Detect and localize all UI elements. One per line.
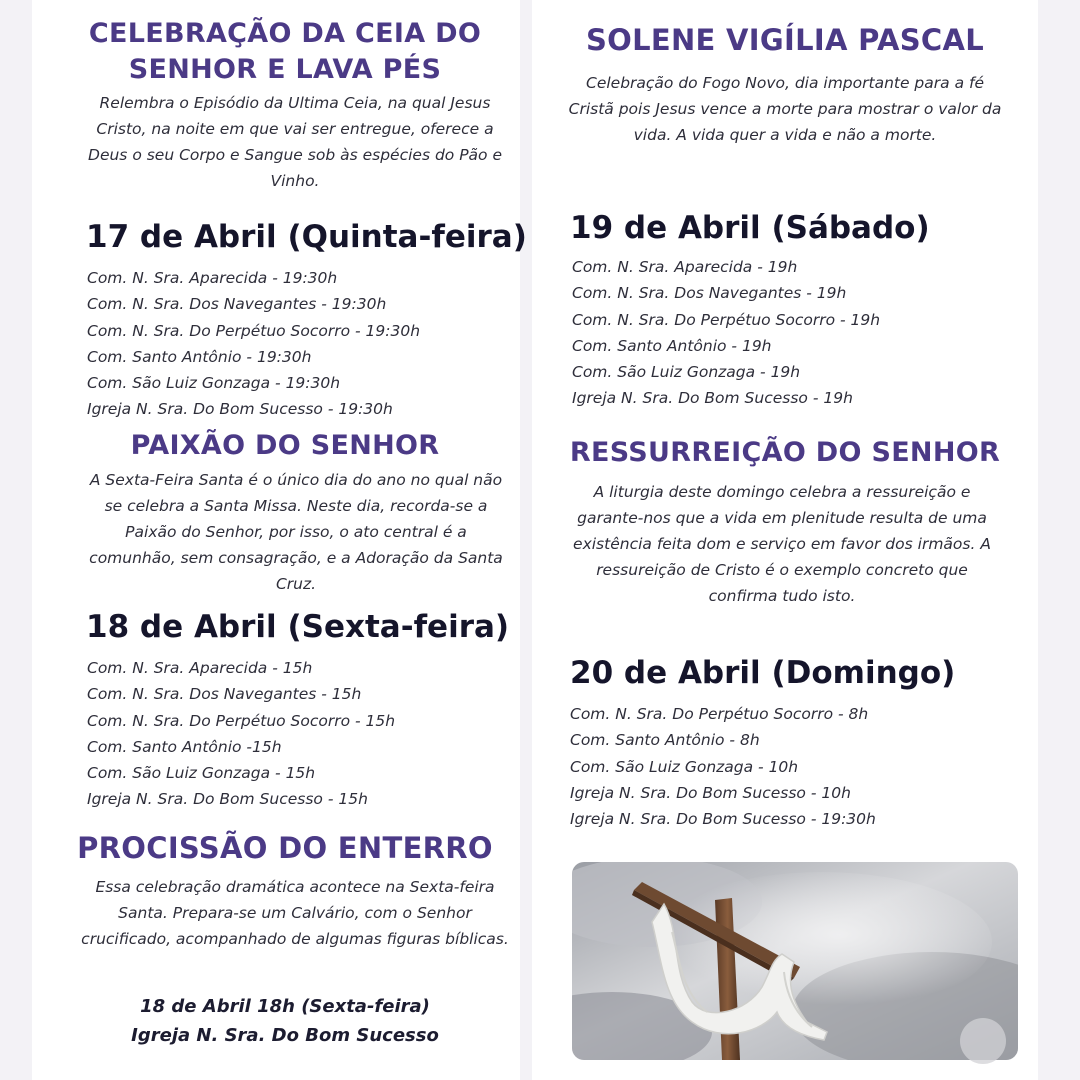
watermark-badge — [960, 1018, 1006, 1064]
cross-photo — [572, 862, 1018, 1060]
ceia-description: Relembra o Episódio da Ultima Ceia, na qual Jesus Cristo, na noite em que vai ser entregue, oferece a Deus o seu Corpo e Sangue sob às espécies do Pão e Vinho. — [88, 94, 502, 190]
sunday-date: 20 de Abril (Domingo) — [570, 655, 956, 691]
procissao-description: Essa celebração dramática acontece na Sexta-feira Santa. Prepara-se um Calvário, com o Senhor crucificado, acompanhado de algumas figuras bíblicas. — [81, 878, 509, 948]
schedule-item: Com. N. Sra. Do Perpétuo Socorro - 19h — [572, 310, 881, 329]
schedule-item: Com. Santo Antônio -15h — [87, 737, 282, 756]
sunday-schedule — [570, 701, 876, 832]
schedule-item: Com. N. Sra. Do Perpétuo Socorro - 19:30h — [87, 321, 421, 340]
schedule-item: Com. N. Sra. Dos Navegantes - 19h — [572, 284, 847, 303]
paixao-title: PAIXÃO DO SENHOR — [130, 430, 440, 461]
schedule-item: Com. N. Sra. Aparecida - 19h — [572, 258, 798, 276]
ceia-title-line2: SENHOR E LAVA PÉS — [128, 54, 442, 85]
schedule-item: Com. São Luiz Gonzaga - 19:30h — [87, 374, 341, 393]
ceia-title — [60, 16, 510, 88]
procissao-when: 18 de Abril 18h (Sexta-feira) — [140, 996, 430, 1017]
schedule-item: Igreja N. Sra. Do Bom Sucesso - 19:30h — [87, 400, 393, 419]
schedule-item: Com. N. Sra. Do Perpétuo Socorro - 15h — [87, 711, 396, 730]
saturday-date: 19 de Abril (Sábado) — [570, 210, 930, 246]
schedule-item: Igreja N. Sra. Do Bom Sucesso - 15h — [87, 790, 368, 809]
procissao-title: PROCISSÃO DO ENTERRO — [77, 831, 493, 865]
schedule-item: Com. São Luiz Gonzaga - 15h — [87, 764, 316, 783]
schedule-item: Com. Santo Antônio - 8h — [570, 731, 760, 750]
schedule-item: Com. Santo Antônio - 19h — [572, 336, 772, 355]
schedule-item: Com. N. Sra. Dos Navegantes - 19:30h — [87, 295, 387, 314]
cross-with-shroud-icon — [572, 862, 1018, 1060]
thursday-date: 17 de Abril (Quinta-feira) — [86, 219, 527, 255]
schedule-item: Com. N. Sra. Aparecida - 15h — [87, 659, 313, 677]
ressurreicao-description: A liturgia deste domingo celebra a ressureição e garante-nos que a vida em plenitude resulta de uma existência feita dom e serviço em favor dos irmãos. A ressureição de Cristo é o exemplo concreto que confirma tudo isto. — [573, 483, 991, 605]
schedule-item: Com. São Luiz Gonzaga - 19h — [572, 363, 801, 382]
schedule-item: Igreja N. Sra. Do Bom Sucesso - 10h — [570, 783, 851, 802]
saturday-schedule — [572, 254, 880, 412]
schedule-item: Com. Santo Antônio - 19:30h — [87, 347, 312, 366]
vigilia-description: Celebração do Fogo Novo, dia importante para a fé Cristã pois Jesus vence a morte para mostrar o valor da vida. A vida quer a vida e não a morte. — [568, 74, 1002, 144]
schedule-item: Com. N. Sra. Do Perpétuo Socorro - 8h — [570, 705, 869, 723]
thursday-schedule — [87, 265, 420, 423]
schedule-item: Com. N. Sra. Aparecida - 19:30h — [87, 269, 338, 287]
ceia-title-line1: CELEBRAÇÃO DA CEIA DO — [88, 18, 482, 49]
schedule-item: Com. São Luiz Gonzaga - 10h — [570, 757, 799, 776]
friday-date: 18 de Abril (Sexta-feira) — [86, 609, 510, 645]
schedule-item: Com. N. Sra. Dos Navegantes - 15h — [87, 685, 362, 704]
paixao-description: A Sexta-Feira Santa é o único dia do ano no qual não se celebra a Santa Missa. Neste dia, recorda-se a Paixão do Senhor, por isso, o ato central é a comunhão, sem consagração, e a Adoração da Santa Cruz. — [89, 471, 503, 593]
procissao-where: Igreja N. Sra. Do Bom Sucesso — [131, 1025, 439, 1046]
ressurreicao-title: RESSURREIÇÃO DO SENHOR — [569, 437, 1001, 468]
vigilia-title: SOLENE VIGÍLIA PASCAL — [585, 23, 985, 57]
schedule-item: Igreja N. Sra. Do Bom Sucesso - 19h — [572, 389, 853, 408]
schedule-item: Igreja N. Sra. Do Bom Sucesso - 19:30h — [570, 810, 876, 829]
friday-schedule — [87, 655, 395, 813]
